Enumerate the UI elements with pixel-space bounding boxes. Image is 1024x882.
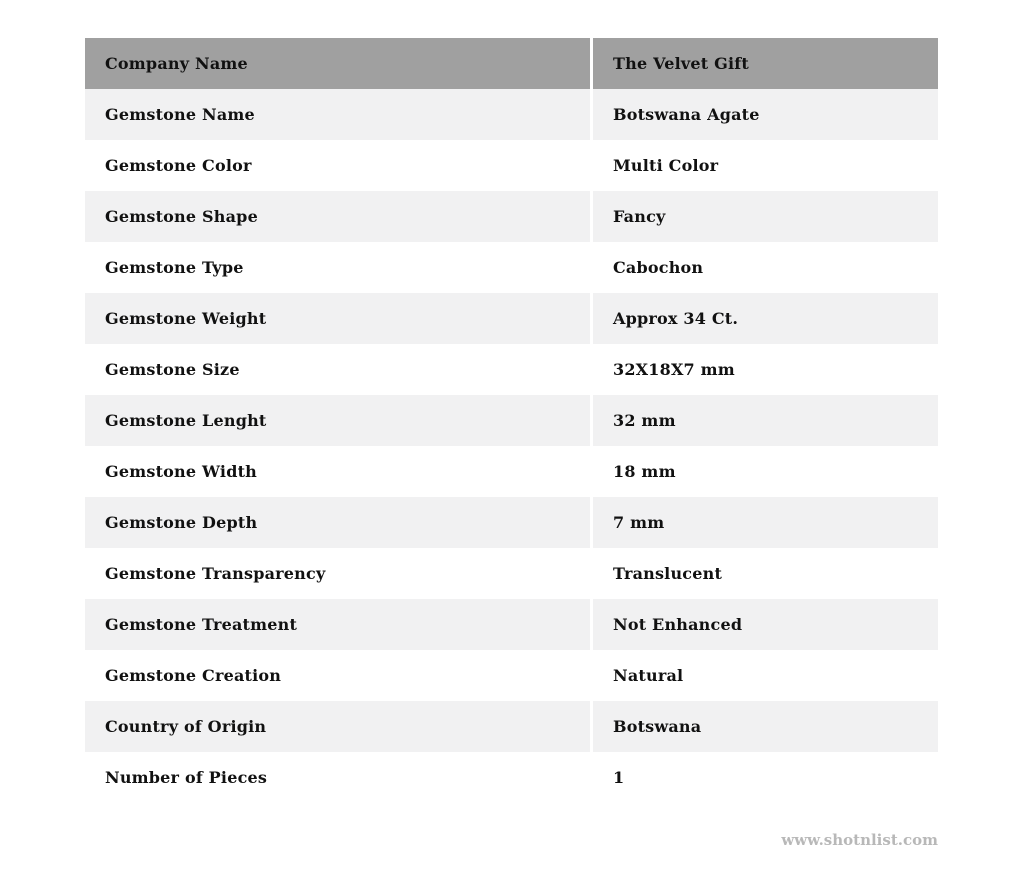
row-value: Approx 34 Ct. <box>593 293 938 344</box>
table-row <box>85 242 938 293</box>
row-label: Country of Origin <box>85 701 590 752</box>
row-value: Botswana Agate <box>593 89 938 140</box>
table-row <box>85 599 938 650</box>
table-row <box>85 701 938 752</box>
gemstone-spec-table <box>85 38 938 803</box>
row-label: Gemstone Creation <box>85 650 590 701</box>
table-row <box>85 344 938 395</box>
table-row <box>85 191 938 242</box>
row-label: Gemstone Treatment <box>85 599 590 650</box>
table-row <box>85 752 938 803</box>
row-label: Gemstone Shape <box>85 191 590 242</box>
row-label: Gemstone Type <box>85 242 590 293</box>
row-value: Cabochon <box>593 242 938 293</box>
row-label: Gemstone Name <box>85 89 590 140</box>
row-value: Not Enhanced <box>593 599 938 650</box>
table-row <box>85 548 938 599</box>
row-label: Gemstone Weight <box>85 293 590 344</box>
row-label: Gemstone Size <box>85 344 590 395</box>
row-value: 32 mm <box>593 395 938 446</box>
row-value: Translucent <box>593 548 938 599</box>
row-label: Gemstone Lenght <box>85 395 590 446</box>
row-value: Botswana <box>593 701 938 752</box>
row-value: 32X18X7 mm <box>593 344 938 395</box>
row-value: 7 mm <box>593 497 938 548</box>
header-label: Company Name <box>85 38 590 89</box>
row-value: Natural <box>593 650 938 701</box>
row-label: Number of Pieces <box>85 752 590 803</box>
row-label: Gemstone Width <box>85 446 590 497</box>
row-value: 18 mm <box>593 446 938 497</box>
row-label: Gemstone Transparency <box>85 548 590 599</box>
row-label: Gemstone Color <box>85 140 590 191</box>
row-label: Gemstone Depth <box>85 497 590 548</box>
table-header-row <box>85 38 938 89</box>
table-row <box>85 650 938 701</box>
row-value: 1 <box>593 752 938 803</box>
table-row <box>85 446 938 497</box>
row-value: Fancy <box>593 191 938 242</box>
watermark: www.shotnlist.com <box>781 831 938 849</box>
table-row <box>85 89 938 140</box>
table-body <box>85 89 938 803</box>
table-row <box>85 140 938 191</box>
table-row <box>85 497 938 548</box>
table-row <box>85 395 938 446</box>
row-value: Multi Color <box>593 140 938 191</box>
table-row <box>85 293 938 344</box>
header-value: The Velvet Gift <box>593 38 938 89</box>
